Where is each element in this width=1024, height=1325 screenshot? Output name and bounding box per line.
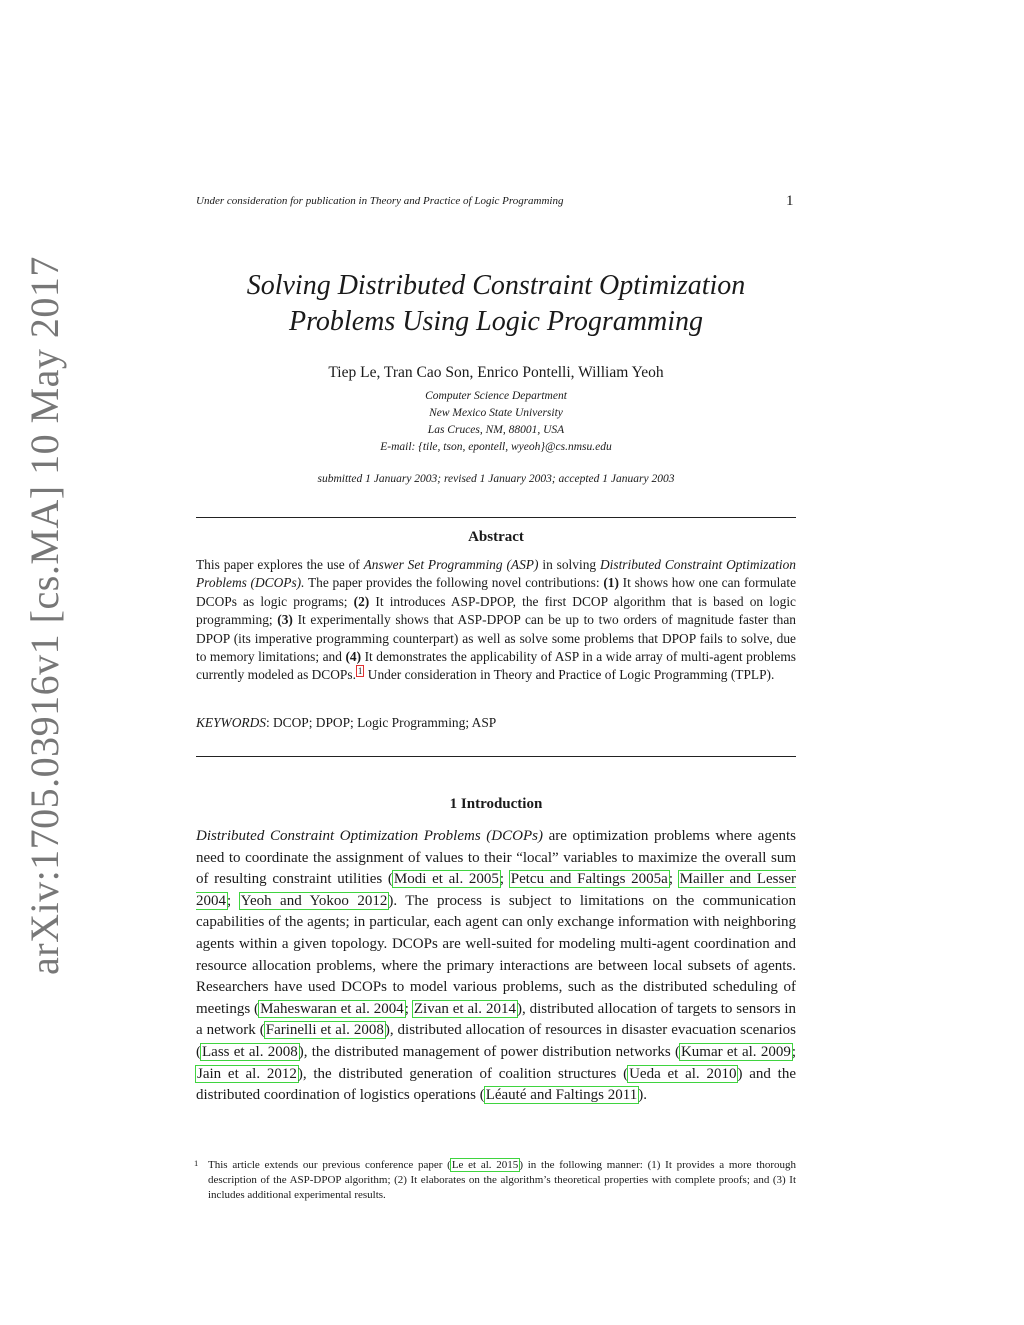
intro-lead-term: Distributed Constraint Optimization Problems (DCOPs) (196, 828, 543, 844)
intro-text: are optimization problems where agents need to coordinate the assignment of values to their “local” variables to maximize the overall sum of resulting constraint utilities ( (196, 828, 796, 888)
abstract-text: It demonstrates the applicability of ASP in a wide array of multi-agent problems currently modeled as DCOPs. (196, 649, 796, 683)
intro-text: ), distributed allocation of resources in disaster evacuation scenarios ( (196, 1022, 796, 1060)
affiliation-department: Computer Science Department (425, 390, 567, 402)
keywords-text: : DCOP; DPOP; Logic Programming; ASP (265, 715, 497, 730)
affiliation-address: Las Cruces, NM, 88001, USA (427, 424, 565, 436)
title-line-1: Solving Distributed Constraint Optimization (246, 270, 746, 301)
keywords-line (196, 715, 796, 731)
footnote-mark: 1 (194, 1158, 199, 1168)
intro-text: ) and the distributed coordination of logistics operations ( (196, 1065, 796, 1104)
contribution-marker: (4) (345, 649, 362, 665)
abstract-term-dcop: Distributed Constraint Optimization Problems (DCOPs). (196, 557, 796, 591)
footnote-reference-link[interactable]: 1 (357, 665, 363, 676)
abstract-text: It introduces ASP-DPOP, the first DCOP algorithm that is based on logic programming; (196, 593, 796, 628)
intro-text: ). (638, 1087, 647, 1104)
abstract-term-asp: Answer Set Programming (ASP) (363, 557, 539, 572)
citation-link[interactable]: Farinelli et al. 2008 (265, 1022, 384, 1039)
citation-link[interactable]: Le et al. 2015 (451, 1159, 519, 1171)
footnote-body: This article extends our previous conference paper ( (208, 1159, 451, 1171)
citation-link[interactable]: Lass et al. 2008 (202, 1043, 298, 1060)
paper-title (196, 268, 796, 340)
citation-link[interactable]: Yeoh and Yokoo 2012 (240, 892, 388, 909)
abstract-heading: Abstract (468, 529, 524, 545)
submission-dates: submitted 1 January 2003; revised 1 January 2003; accepted 1 January 2003 (317, 473, 675, 485)
contribution-marker: (3) (277, 612, 293, 628)
citation-separator: ; (791, 1043, 797, 1060)
citation-link[interactable]: Zivan et al. 2014 (413, 1000, 516, 1017)
footnote-body: ) in the following manner: (1) It provides a more thorough description of the ASP-DPOP algorithm; (2) It elaborates on the algorithm’s theoretical properties with complete proofs; and (3) It includes additional experimental results. (208, 1159, 796, 1201)
section-heading-introduction: 1 Introduction (449, 796, 543, 812)
citation-link[interactable]: Léauté and Faltings 2011 (485, 1087, 638, 1104)
introduction-paragraph (196, 826, 796, 1107)
citation-link[interactable]: Ueda et al. 2010 (629, 1065, 737, 1082)
intro-text: ), the distributed generation of coalition structures ( (297, 1065, 629, 1082)
affiliation-university: New Mexico State University (429, 407, 563, 419)
footnote (196, 1158, 796, 1203)
affiliation-email: E-mail: {tile, tson, epontell, wyeoh}@cs.nmsu.edu (380, 441, 612, 453)
citation-separator: ; (668, 871, 679, 888)
footnote-text (208, 1158, 796, 1203)
abstract-text: The paper provides the following novel contributions: (304, 575, 604, 591)
intro-text: ), distributed allocation of targets to sensors in a network ( (196, 1000, 797, 1039)
abstract-text: It experimentally shows that ASP-DPOP can be up to two orders of magnitude faster than DPOP (its imperative programming counterpart) as well as solve some problems that DPOP fails to solve, due to memory limitations; and (196, 612, 796, 665)
citation-separator: ; (227, 892, 240, 909)
abstract-bottom-rule (196, 756, 796, 757)
citation-link[interactable]: Jain et al. 2012 (197, 1065, 297, 1082)
abstract-text: in solving (538, 557, 600, 572)
contribution-marker: (1) (603, 575, 619, 591)
arxiv-identifier-stamp: arXiv:1705.03916v1 [cs.MA] 10 May 2017 (22, 256, 67, 975)
citation-separator: ; (499, 871, 510, 888)
citation-link[interactable]: Mailler and Lesser 2004 (196, 871, 797, 909)
author-list: Tiep Le, Tran Cao Son, Enrico Pontelli, William Yeoh (328, 364, 664, 381)
intro-text: ). The process is subject to limitations on the communication capabilities of the agents; in particular, each agent can only exchange information with neighboring agents within a given topology. DCOPs are well-suited for modeling multi-agent coordination and resource allocation problems, where the primary interactions are between local subsets of agents. Researchers have used DCOPs to model various problems, such as the distributed scheduling of meetings ( (196, 892, 797, 1017)
contribution-marker: (2) (353, 593, 370, 609)
page-number: 1 (786, 193, 794, 209)
abstract-body (196, 556, 796, 685)
citation-link[interactable]: Modi et al. 2005 (393, 871, 499, 888)
abstract-text: Under consideration in Theory and Practice of Logic Programming (TPLP). (364, 667, 775, 683)
running-head: Under consideration for publication in Theory and Practice of Logic Programming (196, 195, 564, 207)
abstract-top-rule (196, 517, 796, 518)
citation-link[interactable]: Petcu and Faltings 2005a (510, 871, 668, 888)
abstract-text: This paper explores the use of (196, 557, 364, 572)
intro-text: ), the distributed management of power distribution networks ( (298, 1043, 680, 1060)
citation-link[interactable]: Maheswaran et al. 2004 (260, 1000, 404, 1017)
citation-separator: ; (404, 1000, 413, 1017)
citation-link[interactable]: Kumar et al. 2009 (680, 1043, 791, 1060)
title-line-2: Problems Using Logic Programming (288, 306, 704, 337)
keywords-label: KEYWORDS (196, 715, 266, 730)
abstract-text: It shows how one can formulate DCOPs as logic programs; (196, 575, 797, 609)
affiliation-block (196, 388, 796, 456)
